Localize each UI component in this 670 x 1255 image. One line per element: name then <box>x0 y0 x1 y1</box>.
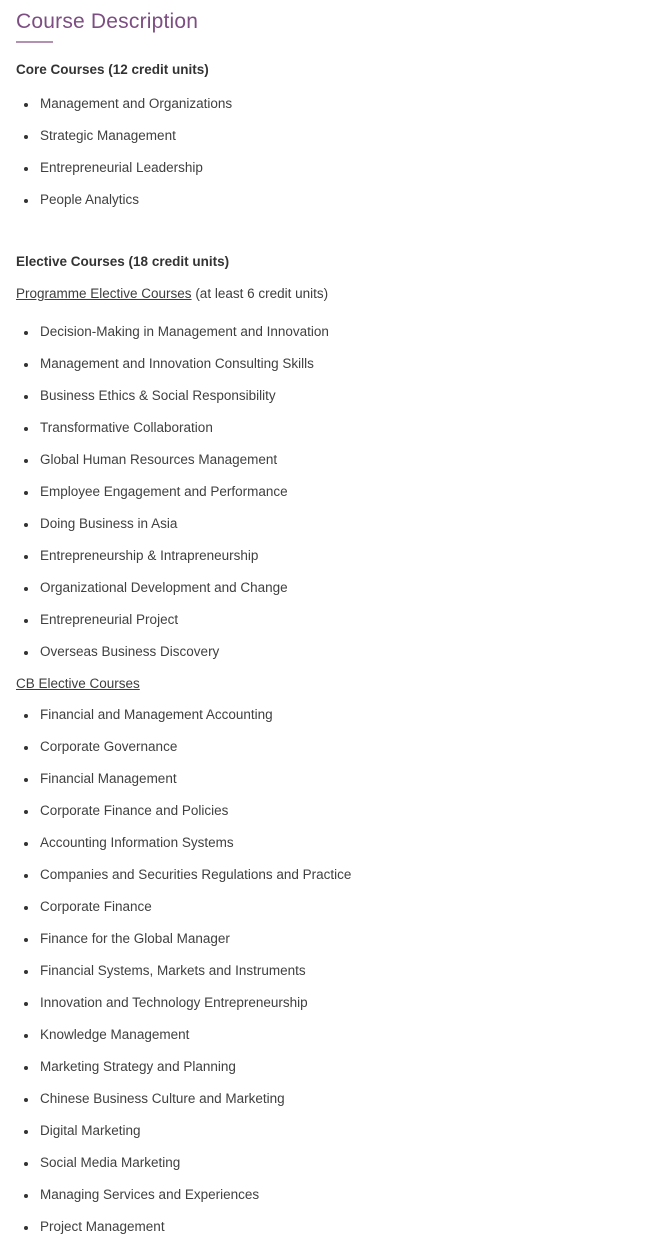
elective-courses-heading: Elective Courses (18 credit units) <box>16 254 230 269</box>
list-item: • Doing Business in Asia <box>38 514 654 533</box>
list-item: • Chinese Business Culture and Marketing <box>38 1089 654 1108</box>
list-item: • Financial Management <box>38 769 654 788</box>
list-item: • Financial Systems, Markets and Instruments <box>38 961 654 980</box>
list-item: • Corporate Finance and Policies <box>38 801 654 820</box>
cb-elective-list <box>16 705 654 1236</box>
page-title: Course Description <box>16 10 199 33</box>
list-item: • Entrepreneurial Project <box>38 610 654 629</box>
list-item: • Management and Innovation Consulting Skills <box>38 354 654 373</box>
list-item: • Managing Services and Experiences <box>38 1185 654 1204</box>
list-item: • Transformative Collaboration <box>38 418 654 437</box>
list-item: • Project Management <box>38 1217 654 1236</box>
list-item: • Global Human Resources Management <box>38 450 654 469</box>
list-item: • Management and Organizations <box>38 94 654 113</box>
list-item: • Social Media Marketing <box>38 1153 654 1172</box>
list-item: • People Analytics <box>38 190 654 209</box>
list-item: • Entrepreneurial Leadership <box>38 158 654 177</box>
programme-elective-suffix: (at least 6 credit units) <box>191 286 329 301</box>
list-item: • Knowledge Management <box>38 1025 654 1044</box>
core-courses-heading: Core Courses (12 credit units) <box>16 62 209 77</box>
list-item: • Corporate Governance <box>38 737 654 756</box>
programme-elective-list <box>16 322 654 661</box>
core-courses-list <box>16 94 654 209</box>
list-item: • Business Ethics & Social Responsibility <box>38 386 654 405</box>
list-item: • Corporate Finance <box>38 897 654 916</box>
list-item: • Decision-Making in Management and Innovation <box>38 322 654 341</box>
programme-elective-label: Programme Elective Courses <box>16 286 192 301</box>
list-item: • Companies and Securities Regulations and Practice <box>38 865 654 884</box>
cb-elective-subheading <box>16 674 654 693</box>
list-item: • Finance for the Global Manager <box>38 929 654 948</box>
list-item: • Digital Marketing <box>38 1121 654 1140</box>
cb-elective-label: CB Elective Courses <box>16 676 140 691</box>
list-item: • Marketing Strategy and Planning <box>38 1057 654 1076</box>
list-item: • Accounting Information Systems <box>38 833 654 852</box>
list-item: • Organizational Development and Change <box>38 578 654 597</box>
list-item: • Employee Engagement and Performance <box>38 482 654 501</box>
programme-elective-subheading <box>16 284 654 303</box>
list-item: • Strategic Management <box>38 126 654 145</box>
list-item: • Overseas Business Discovery <box>38 642 654 661</box>
title-divider <box>16 41 53 43</box>
list-item: • Innovation and Technology Entrepreneurship <box>38 993 654 1012</box>
list-item: • Entrepreneurship & Intrapreneurship <box>38 546 654 565</box>
list-item: • Financial and Management Accounting <box>38 705 654 724</box>
